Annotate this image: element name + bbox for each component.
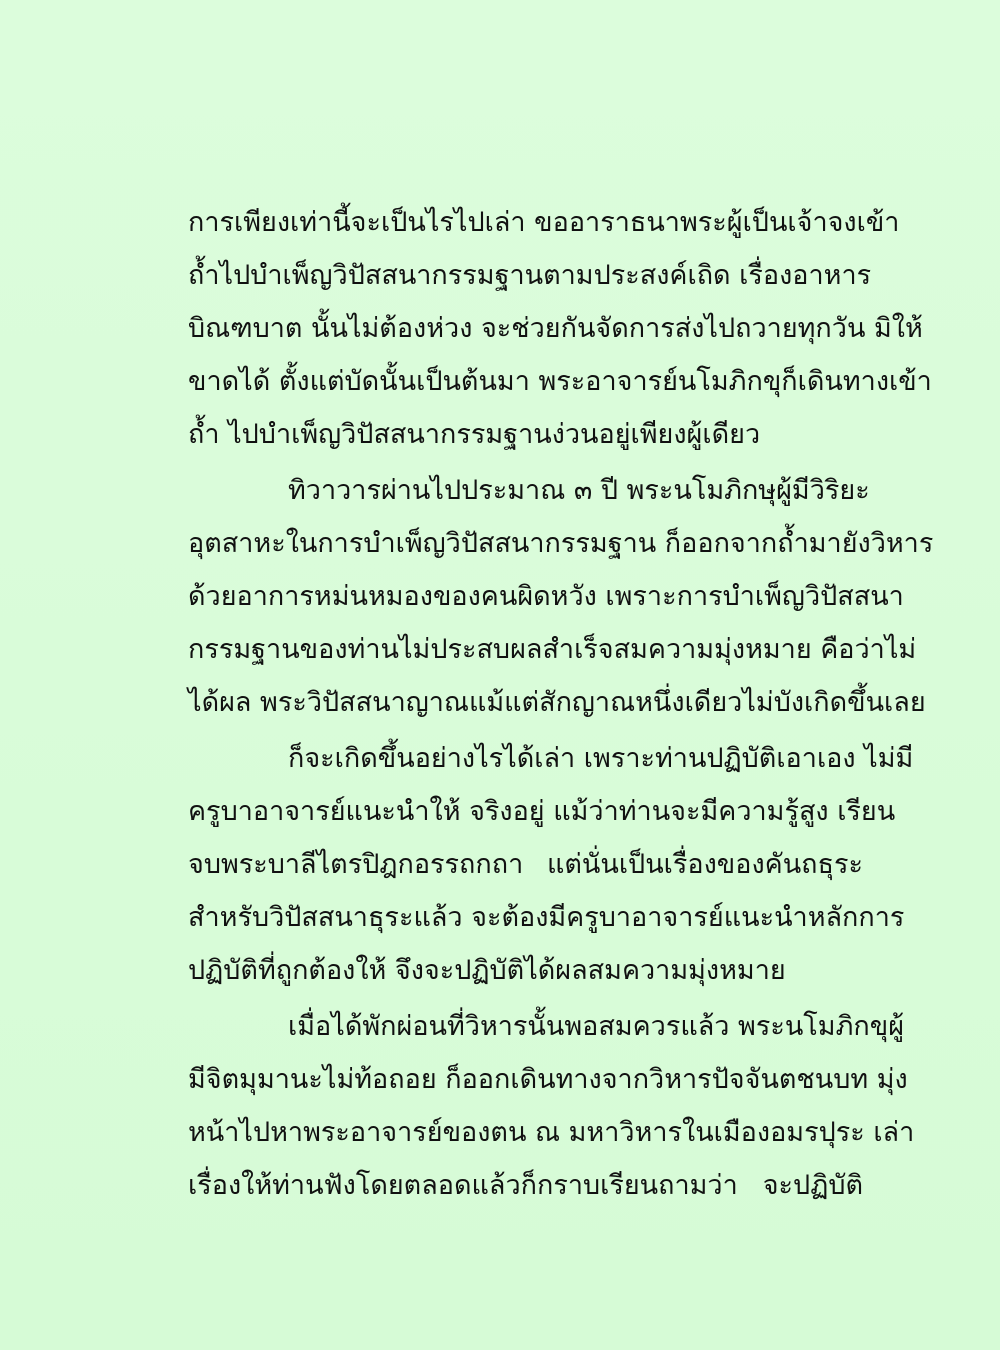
text-line: ถ้ำไปบำเพ็ญวิปัสสนากรรมฐานตามประสงค์เถิด เรื่องอาหาร <box>188 260 872 291</box>
text-line: ได้ผล พระวิปัสสนาญาณแม้แต่สักญาณหนึ่งเดียวไม่บังเกิดขึ้นเลย <box>188 687 926 718</box>
text-line: การเพียงเท่านี้จะเป็นไรไปเล่า ขออาราธนาพระผู้เป็นเจ้าจงเข้า <box>188 207 900 238</box>
text-line: ปฏิบัติที่ถูกต้องให้ จึงจะปฏิบัติได้ผลสมความมุ่งหมาย <box>188 955 786 986</box>
text-line: ขาดได้ ตั้งแต่บัดนั้นเป็นต้นมา พระอาจารย์นโมภิกขุก็เดินทางเข้า <box>188 366 932 397</box>
text-line: สำหรับวิปัสสนาธุระแล้ว จะต้องมีครูบาอาจารย์แนะนำหลักการ <box>188 902 905 933</box>
text-line: มีจิตมุมานะไม่ท้อถอย ก็ออกเดินทางจากวิหารปัจจันตชนบท มุ่ง <box>188 1064 908 1095</box>
text-line: เรื่องให้ท่านฟังโดยตลอดแล้วก็กราบเรียนถามว่า จะปฏิบัติ <box>188 1170 863 1201</box>
paragraph-3 <box>188 732 914 997</box>
text-line: บิณฑบาต นั้นไม่ต้องห่วง จะช่วยกันจัดการส่งไปถวายทุกวัน มิให้ <box>188 313 923 344</box>
paragraph-4 <box>188 1000 915 1212</box>
body-text <box>188 196 934 1212</box>
text-line: ถ้ำ ไปบำเพ็ญวิปัสสนากรรมฐานง่วนอยู่เพียงผู้เดียว <box>188 419 761 450</box>
text-line: จบพระบาลีไตรปิฎกอรรถกถา แต่นั่นเป็นเรื่องของคันถธุระ <box>188 849 863 880</box>
paragraph-2 <box>188 464 934 729</box>
paragraph-1 <box>188 196 932 461</box>
text-line: อุตสาหะในการบำเพ็ญวิปัสสนากรรมฐาน ก็ออกจากถ้ำมายังวิหาร <box>188 528 934 559</box>
text-line: ด้วยอาการหม่นหมองของคนผิดหวัง เพราะการบำเพ็ญวิปัสสนา <box>188 581 904 612</box>
text-line: เมื่อได้พักผ่อนที่วิหารนั้นพอสมควรแล้ว พระนโมภิกขุผู้ <box>288 1011 905 1042</box>
text-line: ก็จะเกิดขึ้นอย่างไรได้เล่า เพราะท่านปฏิบัติเอาเอง ไม่มี <box>288 743 914 774</box>
text-line: กรรมฐานของท่านไม่ประสบผลสำเร็จสมความมุ่งหมาย คือว่าไม่ <box>188 634 917 665</box>
text-line: ครูบาอาจารย์แนะนำให้ จริงอยู่ แม้ว่าท่านจะมีความรู้สูง เรียน <box>188 796 896 827</box>
text-line: ทิวาวารผ่านไปประมาณ ๓ ปี พระนโมภิกษุผู้มีวิริยะ <box>288 475 870 506</box>
text-line: หน้าไปหาพระอาจารย์ของตน ณ มหาวิหารในเมืองอมรปุระ เล่า <box>188 1117 915 1148</box>
